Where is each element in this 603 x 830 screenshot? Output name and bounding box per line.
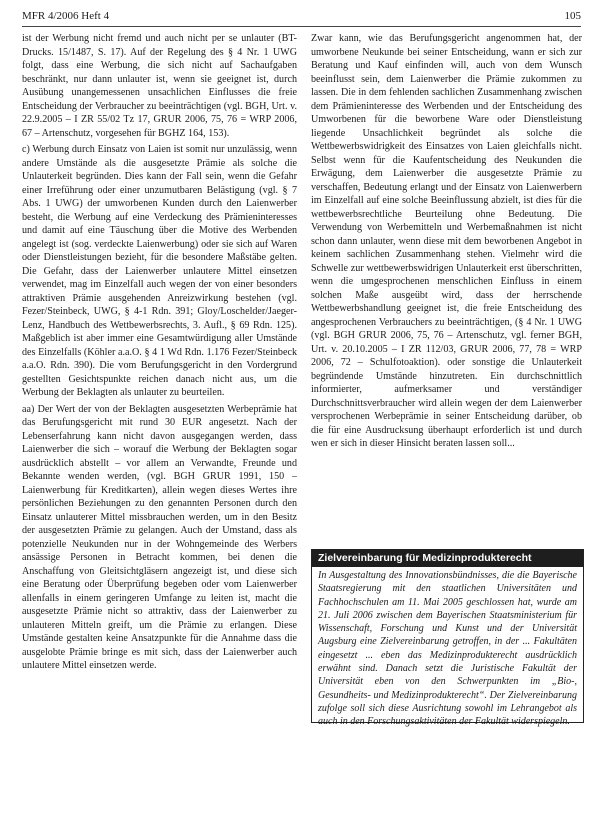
paragraph-3: aa) Der Wert der von der Beklagten ausgesetzten Werbeprämie hat das Berufungsgericht mit rund 30 EUR angesetzt. Nach der Lebenserfahrung kann nicht davon ausgegangen werden, dass Laienwerber die sich – worauf die Werbung der Beklagten sogar ausdrücklich abstellt – vor allem an Verwandte, Freunde und Bekannte wenden werden, (vgl. BGH GRUR 1991, 150 – Laienwerbung für Kreditkarten), allein wegen dieses Wertes ihre persönlichen Beziehungen zu den genannten Personen durch den Einsatz unlauterer Mittel missbrauchen werden, um in den Besitz der ausgesetzten Prämie zu gelangen. Auch der Umstand, dass als potenzielle Neukunden nur in der Wohngemeinde des Werbers ansässige Personen in Betracht kommen, bei denen die Anschaffung von Gleitsichtgläsern angezeigt ist, und diese sich eine Beratung oder Überprüfung begeben oder vom Laienwerber allenfalls in einem geringeren Umfange zu leiten ist, macht die ausgesetzte Prämie nicht so attraktiv, dass der Laienwerber zu unlauteren Mitteln greift, um die Prämie zu erlangen. Diese Umstände gestalten keine Ansatzpunkte für die Annahme dass die ausgelobte Prämie bringe es mit sich, dass der Laienwerber auch unlautere Mittel einsetzen werde. [22, 403, 297, 671]
page-number: 105 [564, 10, 581, 22]
page-header [22, 8, 581, 24]
right-column [311, 32, 582, 454]
paragraph-2: c) Werbung durch Einsatz von Laien ist somit nur unzulässig, wenn andere Umstände als die ausgesetzte Prämie als solche die Unlauterkeit begründen. Dies kann der Fall sein, wenn die Gefahr einer Irreführung oder einer unzumutbaren Belästigung (vgl. § 7 Abs. 1 UWG) der umworbenen Kunden durch den Laienwerber besteht, die Werbung auf eine Verdeckung des Prämieninteresses und damit auf eine Täuschung über die Motive des Werbenden angelegt ist (sog. verdeckte Laienwerbung) oder sie sich auf Waren oder Dienstleistungen bezieht, für die besondere Maßstäbe gelten. Die Gefahr, dass der Laienwerber unlautere Mittel einsetzen verwendet, mag im Einzelfall auch wegen der von einer besonders attraktiven Prämie ausgehenden Anreizwirkung bestehen (vgl. Fezer/Steinbeck, UWG, § 4-1 Rdn. 391; Gloy/Loschelder/Jaeger-Lenz, Handbuch des Wettbewerbsrechts, 3. Aufl., § 69 Rdn. 125). Maßgeblich ist aber immer eine Gesamtwürdigung aller Umstände des Einzelfalls (Köhler a.a.O. § 4 1 Wd Rdn. 1.176 Fezer/Steinbeck a.a.O. Rdn. 390). Die vom Berufungsgericht in den Vordergrund gestellten Gesichtspunkte reichen danach nicht aus, um die Werbung der Beklagten als unlauter zu beurteilen. [22, 144, 297, 398]
journal-issue: MFR 4/2006 Heft 4 [22, 10, 110, 22]
notice-box [311, 549, 584, 728]
notice-box-title: Zielvereinbarung für Medizinprodukterecht [312, 550, 583, 567]
notice-box-text: In Ausgestaltung des Innovationsbündnisses, die die Bayerische Staatsregierung mit den staatlichen Universitäten und Fachhochschulen am 11. Mai 2005 geschlossen hat, wurde am 21. Juli 2006 zwischen dem Bayerischen Staatsministerium für Wissenschaft, Forschung und Kunst und der Universität Augsburg eine Zielvereinbarung getroffen, in der ... Fakultäten eingesetzt ... eben das Medizinprodukterecht ausdrücklich erwähnt sind. Danach setzt die Juristische Fakultät der Universität eben von den Schwerpunkten im „Bio-, Gesundheits- und Medizinprodukterecht“. Der Zielvereinbarung zufolge soll sich diese Ausrichtung sowohl im Lehrangebot als auch in den Forschungsaktivitäten der Fakultät widerspiegeln. [318, 570, 577, 728]
paragraph-1: ist der Werbung nicht fremd und auch nicht per se unlauter (BT-Drucks. 15/1487, S. 17). Auf der Regelung des § 4 Nr. 1 UWG folgt, dass eine Werbung, die sich nicht auf Sachaufgaben beschränkt, nur dann unlauter ist, wenn sie geeignet ist, durch Ausübung unangemessenen unsachlichen Einflusses die freie Entscheidung der Verbraucher zu beeinträchtigen (vgl. BGH, Urt. v. 22.9.2005 – I ZR 55/02 Tz 17, GRUR 2006, 75, 76 = WRP 2006, 67 – Artenschutz, vorgesehen für BGHZ 164, 153). [22, 33, 297, 139]
paragraph-4: Zwar kann, wie das Berufungsgericht angenommen hat, der umworbene Neukunde bei seiner Entscheidung, wann er sich zur Beratung und Kauf einfinden will, auch von dem Wunsch beeinflusst sein, dem Laienwerber die Prämie zukommen zu lassen. Die in dem fehlenden sachlichen Zusammenhang zwischen dem Prämieninteresse des Werbenden und der Entscheidung des Umworbenen für die beworbene Ware oder Dienstleistung liegende Unsachlichkeit begründet als solche die Wettbewerbswidrigkeit des Einsatzes von Laien gleichfalls nicht. Selbst wenn für die Kaufentscheidung des Neukunden die Erwägung, dem Laienwerber die ausgesetzte Prämie zu verschaffen, Bedeutung erlangt und der Einsatz von Laienwerbern im Einzelfall auf eine solche Beeinflussung abzielt, ist dies für die wettbewerbsrechtliche Beurteilung ohne Bedeutung. Die Verwendung von Werbemitteln und Werbemaßnahmen ist nicht schon dann unlauter, wenn diese mit dem beworbenen Angebot in keinem sachlichen Zusammenhang stehen. Vielmehr wird die Schwelle zur wettbewerbswidrigen Unlauterkeit erst überschritten, wenn die umgesprochenen menschlichen Einfluss in einem solchen Maße ausgeübt wird, dass der herrschende Wettbewerbshandlung geeignet ist, die freie Entscheidung des angesprochenen Verbrauchers zu beeinträchtigen, (§ 4 Nr. 1 UWG (vgl. BGH GRUR 2006, 75, 76 – Artenschutz, vgl. ferner BGH, Urt. v. 20.10.2005 – I ZR 112/03, GRUR 2006, 77, 78 = WRP 2006, 72 – Schulfotoaktion). oder sonstige die Unlauterkeit begründende Umstände hinzutreten. Ein durchschnittlich informierter, aufmerksamer und verständiger Durchschnittsverbraucher wird allein wegen der dem Laienwerber versprochenen Werbeprämie in seiner Entscheidung darüber, ob die für eine Ausdrucksung überhaupt erforderlich ist und durch wen er sich in dieser Hinsicht beraten lassen soll... [311, 33, 582, 449]
left-column [22, 32, 297, 676]
header-rule [22, 26, 581, 27]
